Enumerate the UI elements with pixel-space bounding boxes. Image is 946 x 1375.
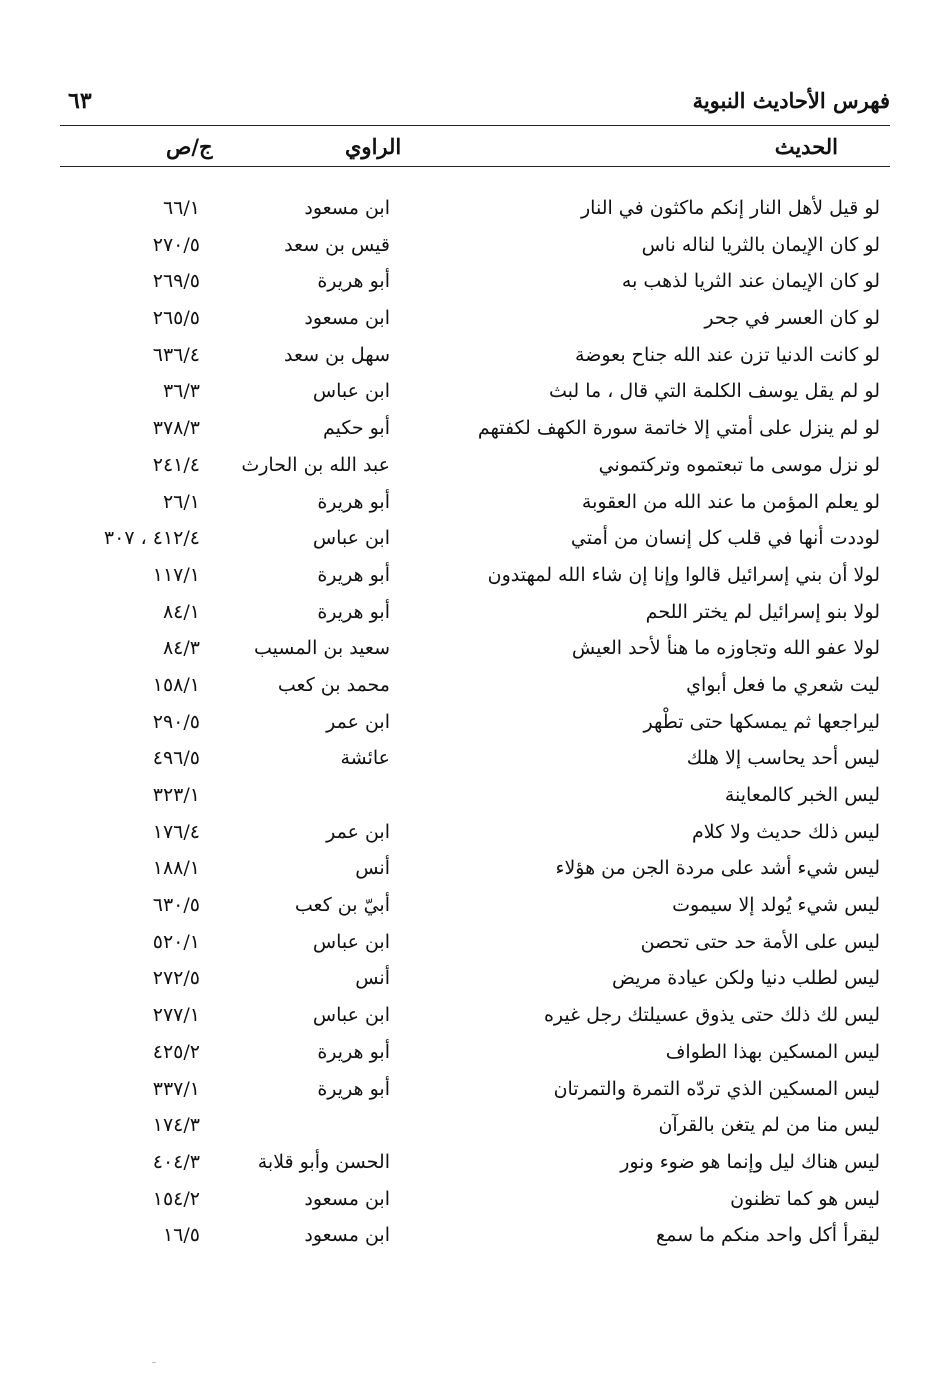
- table-row: [60, 887, 890, 924]
- hadith-text: ليس شيء يُولد إلا سيموت: [672, 894, 880, 917]
- volume-page-ref: ٢٦٥/٥: [152, 307, 200, 330]
- table-row: [60, 484, 890, 521]
- volume-page-ref: ٣٧٨/٣: [152, 417, 200, 440]
- table-row: [60, 1217, 890, 1254]
- volume-page-ref: ١٧٤/٣: [152, 1114, 200, 1137]
- narrator-name: أبو حكيم: [322, 417, 390, 440]
- table-row: [60, 594, 890, 631]
- table-row: [60, 960, 890, 997]
- narrator-name: أبو هريرة: [317, 490, 390, 513]
- table-row: [60, 263, 890, 300]
- table-row: [60, 1071, 890, 1108]
- volume-page-ref: ٣٦/٣: [162, 380, 200, 403]
- hadith-text: ليس شيء أشد على مردة الجن من هؤلاء: [555, 857, 880, 880]
- volume-page-ref: ٨٤/١: [162, 600, 200, 623]
- volume-page-ref: ١٥٤/٢: [152, 1187, 200, 1210]
- hadith-text: ليس هناك ليل وإنما هو ضوء ونور: [620, 1150, 880, 1173]
- table-row: [60, 997, 890, 1034]
- narrator-name: قيس بن سعد: [284, 233, 390, 256]
- hadith-text: لو قيل لأهل النار إنكم ماكثون في النار: [581, 197, 880, 219]
- narrator-name: ابن عمر: [326, 820, 390, 843]
- table-row: [60, 704, 890, 741]
- hadith-text: ليس على الأمة حد حتى تحصن: [640, 930, 880, 953]
- narrator-name: أبو هريرة: [317, 1077, 390, 1100]
- table-row: [60, 1107, 890, 1144]
- top-rule: [60, 125, 890, 126]
- narrator-name: أبو هريرة: [317, 600, 390, 623]
- volume-page-ref: ١٨٨/١: [152, 857, 200, 880]
- volume-page-ref: ٢٧٧/١: [152, 1004, 200, 1027]
- hadith-text: ليقرأ أكل واحد منكم ما سمع: [655, 1224, 880, 1247]
- volume-page-ref: ١٥٨/١: [152, 673, 200, 696]
- narrator-name: ابن مسعود: [304, 197, 390, 219]
- volume-page-ref: ١٧٦/٤: [152, 820, 200, 843]
- hadith-text: ليس المسكين الذي تردّه التمرة والتمرتان: [553, 1077, 880, 1100]
- narrator-name: ابن عباس: [312, 930, 390, 953]
- hadith-text: لو كان العسر في جحر: [704, 307, 880, 330]
- table-row: [60, 630, 890, 667]
- table-row: [60, 1181, 890, 1218]
- volume-page-ref: ٤٩٦/٥: [152, 747, 200, 770]
- hadith-text: لو كان الإيمان بالثريا لناله ناس: [641, 233, 880, 256]
- table-row: [60, 557, 890, 594]
- hadith-text: لولا أن بني إسرائيل قالوا وإنا إن شاء الله لمهتدون: [487, 563, 880, 586]
- narrator-name: أنس: [355, 967, 390, 990]
- volume-page-ref: ١٦/٥: [162, 1224, 200, 1247]
- hadith-text: ليس هو كما تظنون: [730, 1187, 880, 1210]
- narrator-name: ابن مسعود: [304, 1187, 390, 1210]
- table-row: [60, 850, 890, 887]
- hadith-text: ليراجعها ثم يمسكها حتى تطْهر: [643, 710, 880, 733]
- volume-page-ref: ٢٧٢/٥: [152, 967, 200, 990]
- narrator-name: ابن عباس: [312, 380, 390, 403]
- column-header-narrator: الراوي: [345, 134, 402, 159]
- narrator-name: أبيّ بن كعب: [294, 894, 390, 917]
- table-row: [60, 1144, 890, 1181]
- table-row: [60, 814, 890, 851]
- table-row: [60, 740, 890, 777]
- narrator-name: ابن عباس: [312, 1004, 390, 1027]
- narrator-name: ابن عباس: [312, 527, 390, 550]
- volume-page-ref: ٨٤/٣: [162, 637, 200, 660]
- hadith-text: لو كانت الدنيا تزن عند الله جناح بعوضة: [575, 343, 880, 366]
- volume-page-ref: ٢٧٠/٥: [152, 233, 200, 256]
- table-row: [60, 447, 890, 484]
- column-header-ref: ج/ص: [166, 134, 213, 159]
- hadith-text: ليت شعري ما فعل أبواي: [686, 673, 880, 696]
- hadith-text: لوددت أنها في قلب كل إنسان من أمتي: [570, 527, 880, 550]
- table-row: [60, 190, 890, 227]
- narrator-name: محمد بن كعب: [277, 673, 390, 696]
- narrator-name: أبو هريرة: [317, 1040, 390, 1063]
- volume-page-ref: ٢٦٩/٥: [152, 270, 200, 293]
- narrator-name: أنس: [355, 857, 390, 880]
- table-row: [60, 520, 890, 557]
- table-row: [60, 1034, 890, 1071]
- narrator-name: عائشة: [340, 747, 390, 770]
- volume-page-ref: ٣٣٧/١: [152, 1077, 200, 1100]
- column-header-hadith: الحديث: [774, 134, 838, 159]
- volume-page-ref: ٦٦/١: [162, 197, 200, 219]
- volume-page-ref: ٢٩٠/٥: [152, 710, 200, 733]
- running-head: [60, 88, 890, 124]
- narrator-name: ابن مسعود: [304, 1224, 390, 1247]
- hadith-text: ليس أحد يحاسب إلا هلك: [686, 747, 880, 770]
- footer-mark: [152, 1362, 156, 1363]
- table-row: [60, 777, 890, 814]
- narrator-name: عبد الله بن الحارث: [241, 453, 390, 476]
- narrator-name: ابن عمر: [326, 710, 390, 733]
- volume-page-ref: ٢٤١/٤: [152, 453, 200, 476]
- volume-page-ref: ٥٢٠/١: [152, 930, 200, 953]
- narrator-name: أبو هريرة: [317, 270, 390, 293]
- volume-page-ref: ٤٢٥/٢: [152, 1040, 200, 1063]
- volume-page-ref: ٣٢٣/١: [152, 784, 200, 806]
- table-row: [60, 227, 890, 264]
- hadith-text: ليس لك ذلك حتى يذوق عسيلتك رجل غيره: [543, 1004, 880, 1027]
- hadith-text: ليس ذلك حديث ولا كلام: [692, 820, 880, 843]
- volume-page-ref: ٤٠٤/٣: [152, 1150, 200, 1173]
- running-title: فهرس الأحاديث النبوية: [692, 88, 890, 113]
- hadith-text: ليس الخبر كالمعاينة: [724, 784, 880, 806]
- hadith-text: ليس لطلب دنيا ولكن عيادة مريض: [612, 967, 880, 990]
- table-row: [60, 373, 890, 410]
- volume-page-ref: ٢٦/١: [162, 490, 200, 513]
- narrator-name: ابن مسعود: [304, 307, 390, 330]
- hadith-text: لولا بنو إسرائيل لم يختر اللحم: [645, 600, 880, 623]
- hadith-text: لو كان الإيمان عند الثريا لذهب به: [621, 270, 880, 293]
- narrator-name: الحسن وأبو قلابة: [257, 1150, 390, 1173]
- table-row: [60, 667, 890, 704]
- page-number: ٦٣: [68, 88, 92, 114]
- table-row: [60, 300, 890, 337]
- index-table: [60, 190, 890, 1254]
- table-row: [60, 337, 890, 374]
- header-rule: [60, 166, 890, 167]
- volume-page-ref: ٦٣٠/٥: [152, 894, 200, 917]
- volume-page-ref: ٤١٢/٤ ، ٣٠٧: [103, 527, 200, 550]
- hadith-text: لو نزل موسى ما تبعتموه وتركتموني: [598, 453, 880, 476]
- hadith-text: لولا عفو الله وتجاوزه ما هنأ لأحد العيش: [571, 637, 880, 660]
- table-row: [60, 924, 890, 961]
- volume-page-ref: ١١٧/١: [152, 563, 200, 586]
- hadith-text: ليس منا من لم يتغن بالقرآن: [658, 1114, 880, 1137]
- hadith-text: لو لم يقل يوسف الكلمة التي قال ، ما لبث: [549, 380, 880, 403]
- hadith-text: لو لم ينزل على أمتي إلا خاتمة سورة الكهف لكفتهم: [477, 417, 880, 440]
- hadith-text: ليس المسكين بهذا الطواف: [665, 1040, 880, 1063]
- narrator-name: سعيد بن المسيب: [253, 637, 390, 660]
- narrator-name: سهل بن سعد: [284, 343, 390, 366]
- hadith-text: لو يعلم المؤمن ما عند الله من العقوبة: [581, 490, 880, 513]
- volume-page-ref: ٦٣٦/٤: [152, 343, 200, 366]
- narrator-name: أبو هريرة: [317, 563, 390, 586]
- table-row: [60, 410, 890, 447]
